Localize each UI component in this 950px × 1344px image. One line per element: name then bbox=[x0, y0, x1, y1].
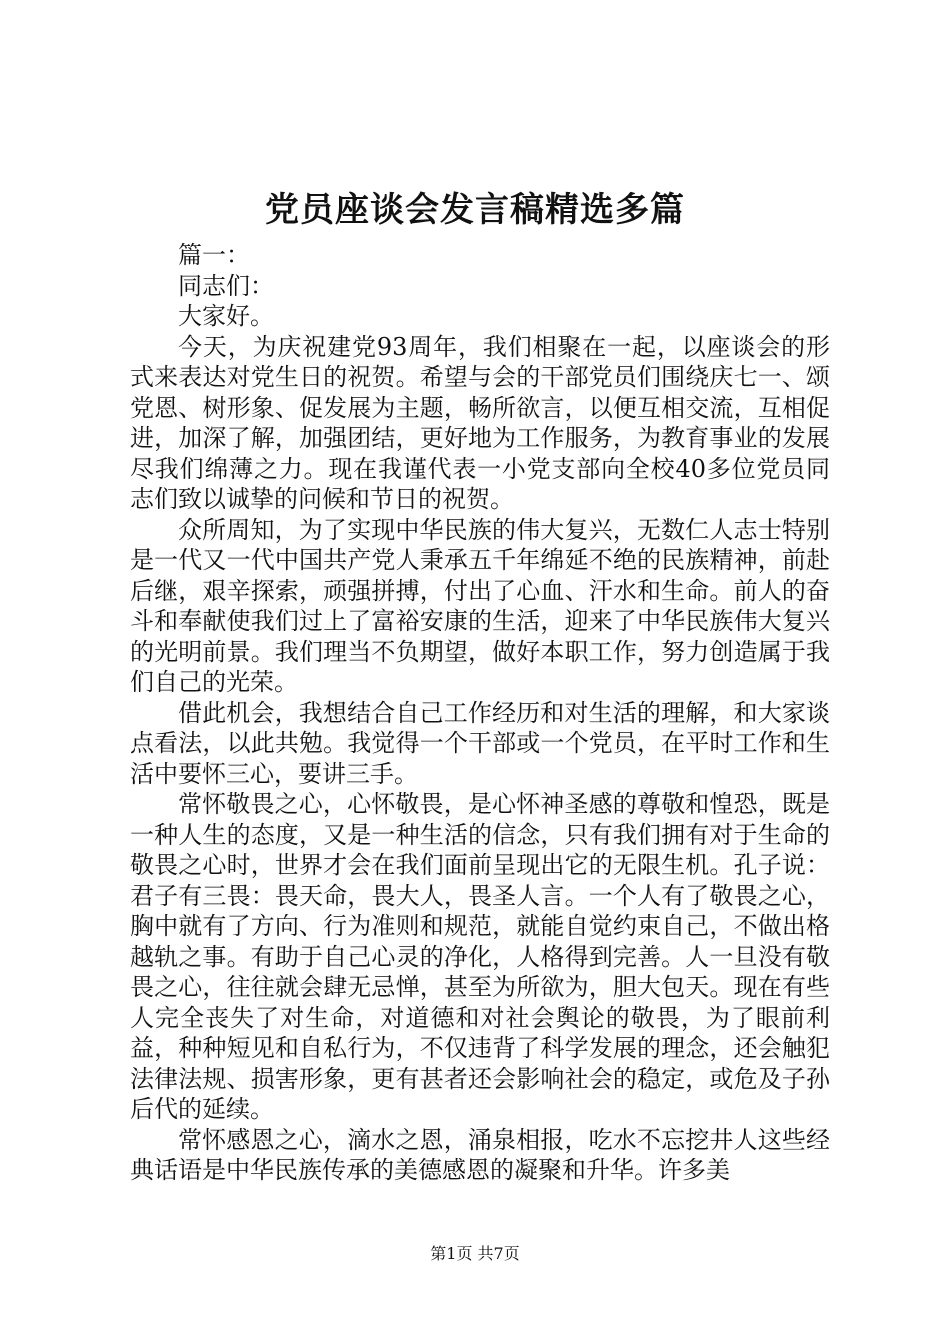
body-paragraph: 众所周知，为了实现中华民族的伟大复兴，无数仁人志士特别是一代又一代中国共产党人秉承五千年绵延不绝的民族精神，前赴后继，艰辛探索，顽强拼搏，付出了心血、汗水和生命。前人的奋斗和奉献使我们过上了富裕安康的生活，迎来了中华民族伟大复兴的光明前景。我们理当不负期望，做好本职工作，努力创造属于我们自己的光荣。 bbox=[130, 515, 830, 696]
document-title: 党员座谈会发言稿精选多篇 bbox=[265, 190, 685, 230]
document-body bbox=[130, 240, 830, 1186]
page-footer: 第1页 共7页 bbox=[430, 1244, 520, 1263]
body-paragraph: 常怀敬畏之心，心怀敬畏，是心怀神圣感的尊敬和惶恐，既是一种人生的态度，又是一种生活的信念，只有我们拥有对于生命的敬畏之心时，世界才会在我们面前呈现出它的无限生机。孔子说：君子有三畏：畏天命，畏大人，畏圣人言。一个人有了敬畏之心，胸中就有了方向、行为准则和规范，就能自觉约束自己，不做出格越轨之事。有助于自己心灵的净化，人格得到完善。人一旦没有敬畏之心，往往就会肆无忌惮，甚至为所欲为，胆大包天。现在有些人完全丧失了对生命，对道德和对社会舆论的敬畏，为了眼前利益，种种短见和自私行为，不仅违背了科学发展的理念，还会触犯法律法规、损害形象，更有甚者还会影响社会的稳定，或危及子孙后代的延续。 bbox=[130, 790, 830, 1123]
body-paragraph: 常怀感恩之心，滴水之恩，涌泉相报，吃水不忘挖井人这些经典话语是中华民族传承的美德感恩的凝聚和升华。许多美 bbox=[130, 1125, 830, 1184]
body-paragraph: 今天，为庆祝建党93周年，我们相聚在一起，以座谈会的形式来表达对党生日的祝贺。希望与会的干部党员们围绕庆七一、颂党恩、树形象、促发展为主题，畅所欲言，以便互相交流，互相促进，加深了解，加强团结，更好地为工作服务，为教育事业的发展尽我们绵薄之力。现在我谨代表一小党支部向全校40多位党员同志们致以诚挚的问候和节日的祝贺。 bbox=[130, 332, 830, 513]
greeting: 大家好。 bbox=[178, 302, 274, 330]
salutation: 同志们： bbox=[178, 271, 274, 300]
body-paragraph: 借此机会，我想结合自己工作经历和对生活的理解，和大家谈点看法，以此共勉。我觉得一个干部或一个党员，在平时工作和生活中要怀三心，要讲三手。 bbox=[130, 698, 830, 788]
section-heading: 篇一： bbox=[178, 241, 250, 269]
